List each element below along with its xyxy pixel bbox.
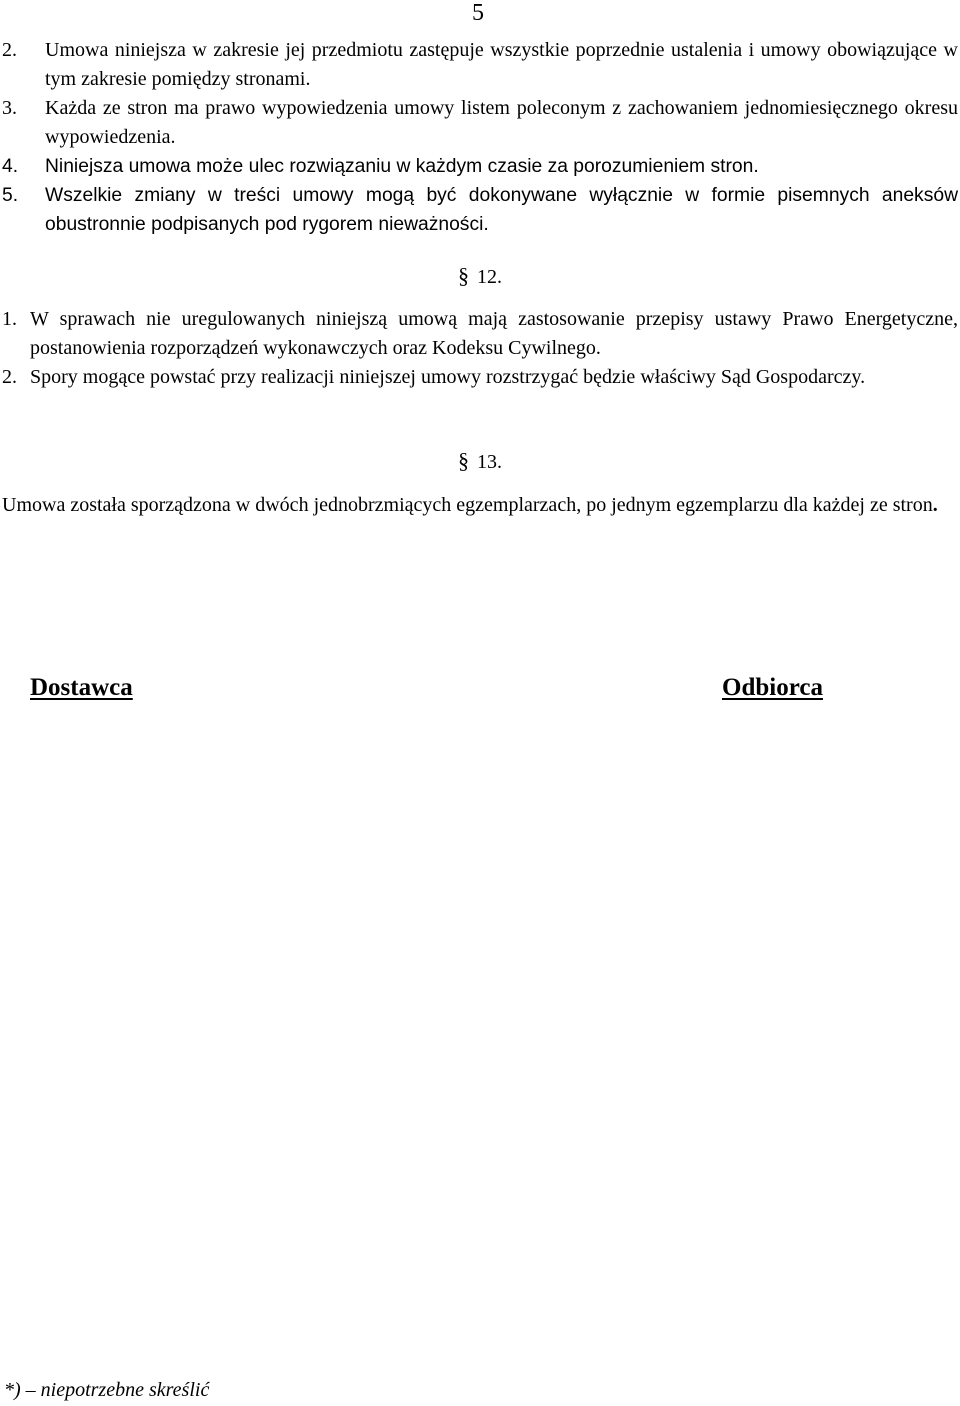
closing-paragraph	[2, 491, 958, 520]
clause-item	[0, 181, 960, 239]
signature-recipient: Odbiorca	[722, 674, 823, 701]
clause-text: Umowa niniejsza w zakresie jej przedmiotu zastępuje wszystkie poprzednie ustalenia i umowy obowiązujące w tym zakresie pomiędzy stronami.	[45, 39, 958, 90]
footnote: *) – niepotrzebne skreślić	[4, 1379, 210, 1401]
clause-number: 3.	[2, 97, 17, 119]
clause-number: 2.	[2, 366, 17, 388]
clause-text: Wszelkie zmiany w treści umowy mogą być dokonywane wyłącznie w formie pisemnych aneksów obustronnie podpisanych pod rygorem nieważności.	[45, 185, 958, 235]
clause-item	[0, 36, 960, 94]
clause-number: 1.	[2, 308, 17, 330]
clauses-list-section-12	[0, 305, 960, 392]
clauses-list-section-11	[0, 36, 960, 239]
clause-item	[0, 363, 960, 392]
clause-item	[0, 305, 960, 363]
closing-text: Umowa została sporządzona w dwóch jednobrzmiących egzemplarzach, po jednym egzemplarzu dla każdej ze stron	[2, 494, 933, 516]
clause-text: Każda ze stron ma prawo wypowiedzenia umowy listem poleconym z zachowaniem jednomiesięcznego okresu wypowiedzenia.	[45, 97, 958, 148]
clause-number: 2.	[2, 39, 17, 61]
section-symbol: §	[458, 263, 469, 288]
clause-item	[0, 94, 960, 152]
clause-number: 4.	[2, 156, 19, 177]
signature-supplier: Dostawca	[30, 674, 133, 701]
clause-text: W sprawach nie uregulowanych niniejszą umową mają zastosowanie przepisy ustawy Prawo Energetyczne, postanowienia rozporządzeń wykonawczych oraz Kodeksu Cywilnego.	[30, 308, 958, 359]
closing-end-mark: .	[932, 494, 938, 516]
section-heading-13	[458, 448, 502, 475]
page-number: 5	[472, 0, 484, 26]
clause-text: Niniejsza umowa może ulec rozwiązaniu w każdym czasie za porozumieniem stron.	[45, 156, 759, 177]
section-heading-12	[458, 263, 502, 290]
clause-text: Spory mogące powstać przy realizacji niniejszej umowy rozstrzygać będzie właściwy Sąd Gospodarczy.	[30, 366, 866, 388]
section-label: 13.	[477, 451, 502, 473]
section-label: 12.	[477, 266, 502, 288]
clause-number: 5.	[2, 185, 19, 206]
section-symbol: §	[458, 448, 469, 473]
clause-item	[0, 152, 960, 181]
